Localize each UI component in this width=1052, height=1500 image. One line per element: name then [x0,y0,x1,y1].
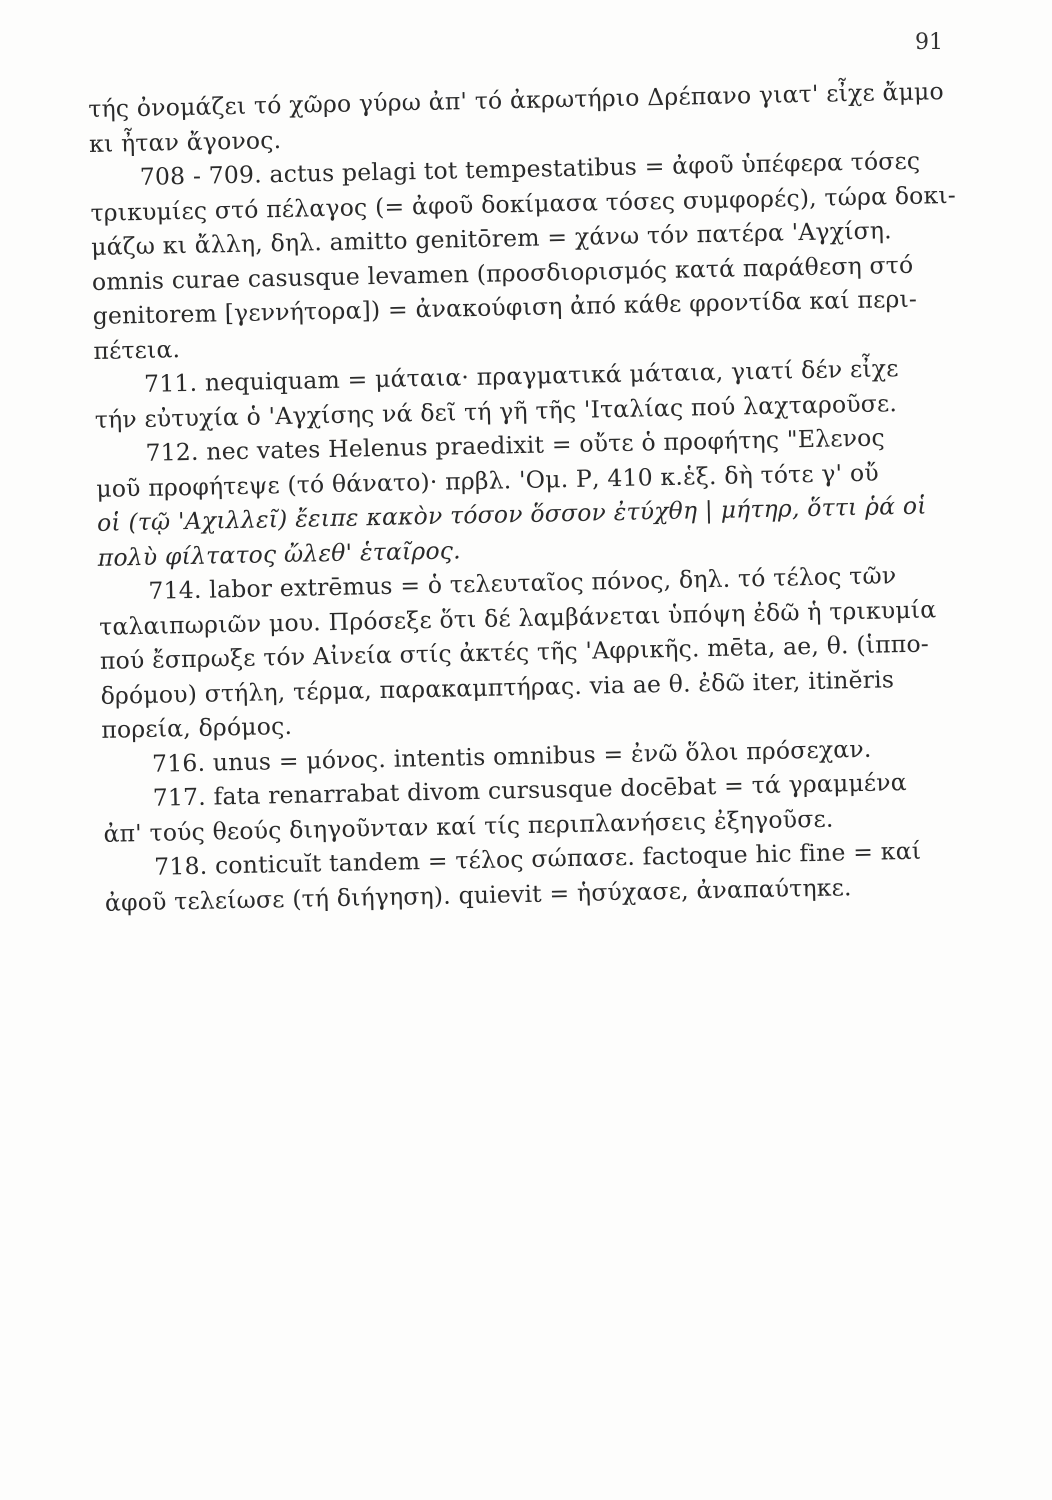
text-line: ταλαιπωριῶν μου. Πρόσεξε ὅτι δέ λαμβάνεται ὑπόψη ἐδῶ ἡ τρικυμία [98,594,937,641]
text-line: μάζω κι ἄλλη, δηλ. amitto genitōrem = χάνω τόν πατέρα 'Αγχίση. [90,216,893,261]
text-line: τής ὀνομάζει τό χῶρο γύρω ἀπ' τό ἀκρωτήριο Δρέπανο γιατ' εἶχε ἄμμο [88,77,945,123]
text-line: πέτεια. [93,334,181,365]
note-line: 718. conticuĭt tandem = τέλος σώπασε. factoque hic fine = καί [153,836,922,881]
text-line: omnis curae casusque levamen (προσδιορισμός κατά παράθεση στό [91,250,914,296]
text-line: πορεία, δρόμος. [101,711,293,744]
text-line: κι ἦταν ἄγονος. [88,125,282,158]
text-line: τρικυμίες στό πέλαγος (= ἀφοῦ δοκίμασα τόσες συμφορές), τώρα δοκι- [90,180,957,227]
quotation-line: οἱ (τῷ 'Αχιλλεῖ) ἔειπε κακὸν τόσον ὅσσον ἐτύχθη | μήτηρ, ὅττι ῥά οἱ [96,491,927,537]
note-line: 716. unus = μόνος. intentis omnibus = ἐνῶ ὅλοι πρόσεχαν. [151,734,872,778]
page-number: 91 [915,30,943,55]
note-line: 712. nec vates Helenus praedixit = οὔτε ὁ προφήτης "Ελενος [145,423,886,467]
commentary-text [88,74,985,920]
note-line: 711. nequiquam = μάταια· πραγματικά μάταια, γιατί δέν εἶχε [143,354,899,398]
quotation-line: πολὺ φίλτατος ὤλεθ' ἑταῖρος. [97,535,462,572]
note-line: 717. fata renarrabat divom cursusque docēbat = τά γραμμένα [152,768,908,812]
text-line: ἀφοῦ τελείωσε (τή διήγηση). quievit = ἡσύχασε, ἀναπαύτηκε. [104,872,852,917]
text-line: τήν εὐτυχία ὁ 'Αγχίσης νά δεῖ τή γῆ τῆς 'Ιταλίας πού λαχταροῦσε. [94,388,898,434]
text-line: πού ἔσπρωξε τόν Αἰνεία στίς ἀκτές τῆς 'Αφρικῆς. mēta, ae, θ. (ἱππο- [99,629,930,675]
text-line: ἀπ' τούς θεούς διηγοῦνταν καί τίς περιπλανήσεις ἐξηγοῦσε. [103,804,834,848]
note-line: 714. labor extrēmus = ὁ τελευταῖος πόνος, δηλ. τό τέλος τῶν [148,561,897,605]
text-line: μοῦ προφήτεψε (τό θάνατο)· πρβλ. 'Ομ. Ρ, 410 κ.ἑξ. δὴ τότε γ' οὔ [96,458,880,503]
text-line: genitorem [γεννήτορα]) = ἀνακούφιση ἀπό κάθε φροντίδα καί περι- [92,284,918,330]
note-line: 708 - 709. actus pelagi tot tempestatibus = ἀφοῦ ὑπέφερα τόσες [139,146,921,191]
text-line: δρόμου) στήλη, τέρμα, παρακαμπτήρας. via ae θ. ἐδῶ iter, itinĕris [100,664,895,710]
